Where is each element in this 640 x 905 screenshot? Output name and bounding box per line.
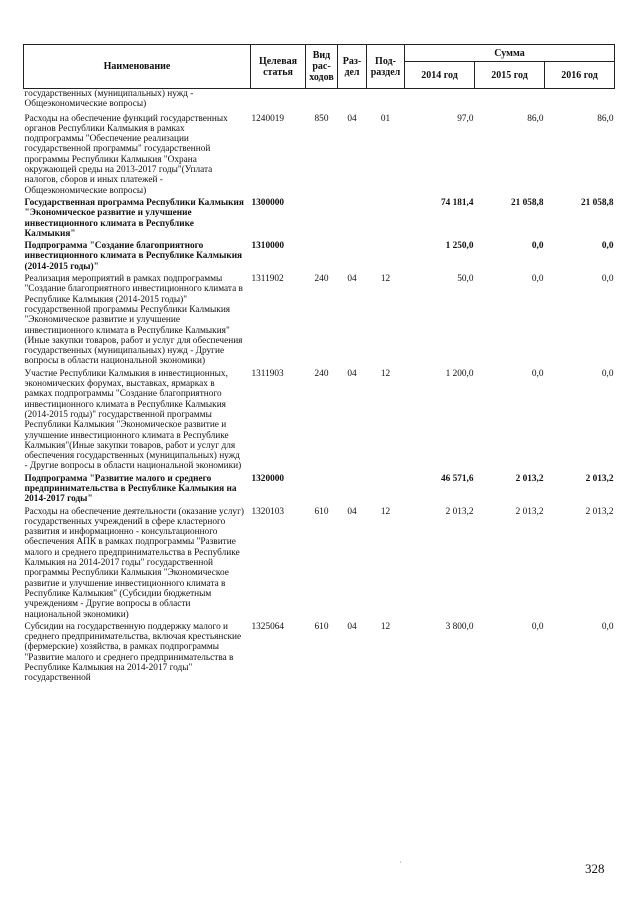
row-2014: 46 571,6 (440, 473, 474, 484)
row-2016: 21 058,8 (580, 197, 614, 208)
row-razdel (338, 196, 367, 239)
row-name: Расходы на обеспечение функций государственных органов Республики Калмыкия в рамках подпрограммы "Обеспечение реализации государственной программы" государственной программы Республики Калмыкия "Охрана окружающей среды на 2013-2017 годы"(Уплата налогов, сборов и иных платежей - Общеэкономические вопросы) (24, 113, 228, 196)
row-podrazdel (367, 196, 405, 239)
row-podrazdel: 12 (380, 274, 391, 285)
row-target: 1300000 (251, 197, 285, 208)
row-razdel (338, 472, 367, 505)
row-2014: 3 800,0 (445, 621, 474, 632)
page-number: 328 (585, 861, 605, 876)
row-vid: 610 (314, 506, 329, 517)
row-2014: 74 181,4 (440, 197, 474, 208)
row-2014: 50,0 (457, 274, 474, 285)
row-podrazdel (367, 239, 405, 272)
table-row (24, 110, 615, 196)
row-2014: 2 013,2 (445, 506, 474, 517)
row-2016: 0,0 (601, 241, 614, 252)
table-row (24, 505, 615, 620)
row-2015 (475, 89, 545, 110)
row-2015: 0,0 (531, 368, 544, 379)
row-razdel (338, 239, 367, 272)
row-2015: 0,0 (531, 274, 544, 285)
row-2016: 2 013,2 (585, 506, 614, 517)
row-razdel: 04 (347, 506, 357, 517)
row-2014 (405, 89, 475, 110)
row-target: 1320103 (251, 506, 285, 517)
row-target: 1325064 (251, 621, 285, 632)
budget-table (23, 44, 615, 684)
row-2015: 2 013,2 (515, 506, 544, 517)
table-row (24, 367, 615, 472)
row-2015: 86,0 (527, 113, 544, 124)
row-name: Государственная программа Республики Калмыкия "Экономическое развитие и улучшение инвестиционного климата в Республике Калмыкия" (24, 197, 244, 239)
table-header (24, 45, 615, 89)
row-2015: 21 058,8 (510, 197, 544, 208)
header-razdel: Раз-дел (338, 45, 367, 89)
row-2015: 2 013,2 (515, 473, 544, 484)
row-name: государственных (муниципальных) нужд - Общеэкономические вопросы) (24, 89, 194, 110)
row-name: Расходы на обеспечение деятельности (оказание услуг) государственных учреждений в сфере кластерного развития и информационно - консультационного обеспечения АПК в рамках подпрограммы "Развитие малого и среднего предпринимательства в Республике Калмыкия на 2014-2017 годы" государственной программы Республики Калмыкия "Экономическое развитие и улучшение инвестиционного климата в Республике Калмыкия" (Субсидии бюджетным учреждениям - Другие вопросы в области национальной экономики) (24, 506, 244, 620)
row-vid: 240 (314, 274, 329, 285)
row-vid (306, 239, 338, 272)
row-razdel (338, 89, 367, 110)
header-vid: Вид рас-ходов (306, 45, 338, 89)
row-name: Субсидии на государственную поддержку малого и среднего предпринимательства, включая крестьянские (фермерские) хозяйства, в рамках подпрограммы "Развитие малого и среднего предпринимательства в Республике Калмыкия на 2014-2017 годы" государственной (24, 621, 242, 684)
row-2016 (545, 89, 615, 110)
row-2016: 86,0 (597, 113, 614, 124)
table-row (24, 89, 615, 110)
row-2015: 0,0 (531, 241, 544, 252)
row-vid: 240 (314, 368, 329, 379)
row-target: 1311902 (251, 274, 284, 285)
table-row (24, 620, 615, 684)
row-2016: 0,0 (601, 274, 614, 285)
header-2014: 2014 год (405, 62, 475, 89)
row-name: Участие Республики Калмыкия в инвестиционных, экономических форумах, выставках, ярмарках в рамках подпрограммы "Создание благоприятного инвестиционного климата в Республике Калмыкия (2014-2015 годы)" государственной программы Республики Калмыкия "Экономическое развитие и улучшение инвестиционного климата в Республике Калмыкия"(Иные закупки товаров, работ и услуг для обеспечения государственных (муниципальных) нужд - Другие вопросы в области национальной экономики) (24, 368, 242, 472)
row-2014: 1 200,0 (445, 368, 474, 379)
row-podrazdel: 12 (380, 621, 391, 632)
row-vid (306, 472, 338, 505)
table-row (24, 196, 615, 239)
row-name: Подпрограмма "Создание благоприятного инвестиционного климата в Республике Калмыкия (2014-2015 годы)" (24, 241, 243, 272)
row-target (251, 89, 306, 110)
header-summa: Сумма (405, 45, 615, 62)
header-name: Наименование (24, 45, 251, 89)
row-vid: 610 (314, 621, 329, 632)
row-name: Реализация мероприятий в рамках подпрограммы "Создание благоприятного инвестиционного климата в Республике Калмыкия (2014-2015 годы)" государственной программы Республики Калмыкия "Экономическое развитие и улучшение инвестиционного климата в Республике Калмыкия" (Иные закупки товаров, работ и услуг для обеспечения государственных (муниципальных) нужд - Другие вопросы в области национальной экономики) (24, 274, 243, 367)
row-2016: 0,0 (601, 621, 614, 632)
row-podrazdel: 01 (380, 113, 391, 124)
row-2016: 2 013,2 (585, 473, 614, 484)
row-target: 1310000 (251, 241, 285, 252)
scan-mark: · (399, 858, 402, 867)
header-2015: 2015 год (475, 62, 545, 89)
row-name: Подпрограмма "Развитие малого и среднего предпринимательства в Республике Калмыкия на 2014-2017 годы" (24, 473, 237, 505)
row-razdel: 04 (347, 621, 357, 632)
row-target: 1240019 (251, 113, 285, 124)
row-target: 1311903 (251, 368, 284, 379)
row-vid (306, 196, 338, 239)
table-body (24, 89, 615, 684)
table-row (24, 239, 615, 272)
row-2014: 97,0 (457, 113, 474, 124)
header-target: Целевая статья (251, 45, 306, 89)
row-razdel: 04 (347, 368, 357, 379)
row-vid: 850 (314, 113, 329, 124)
row-podrazdel (367, 472, 405, 505)
table-row (24, 272, 615, 367)
header-2016: 2016 год (545, 62, 615, 89)
row-razdel: 04 (347, 113, 357, 124)
row-2014: 1 250,0 (445, 241, 474, 252)
header-podrazdel: Под-раздел (367, 45, 405, 89)
row-podrazdel (367, 89, 405, 110)
row-target: 1320000 (251, 473, 285, 484)
table-row (24, 472, 615, 505)
row-2015: 0,0 (531, 621, 544, 632)
row-podrazdel: 12 (380, 506, 391, 517)
row-vid (306, 89, 338, 110)
row-2016: 0,0 (601, 368, 614, 379)
row-podrazdel: 12 (380, 368, 391, 379)
row-razdel: 04 (347, 274, 357, 285)
